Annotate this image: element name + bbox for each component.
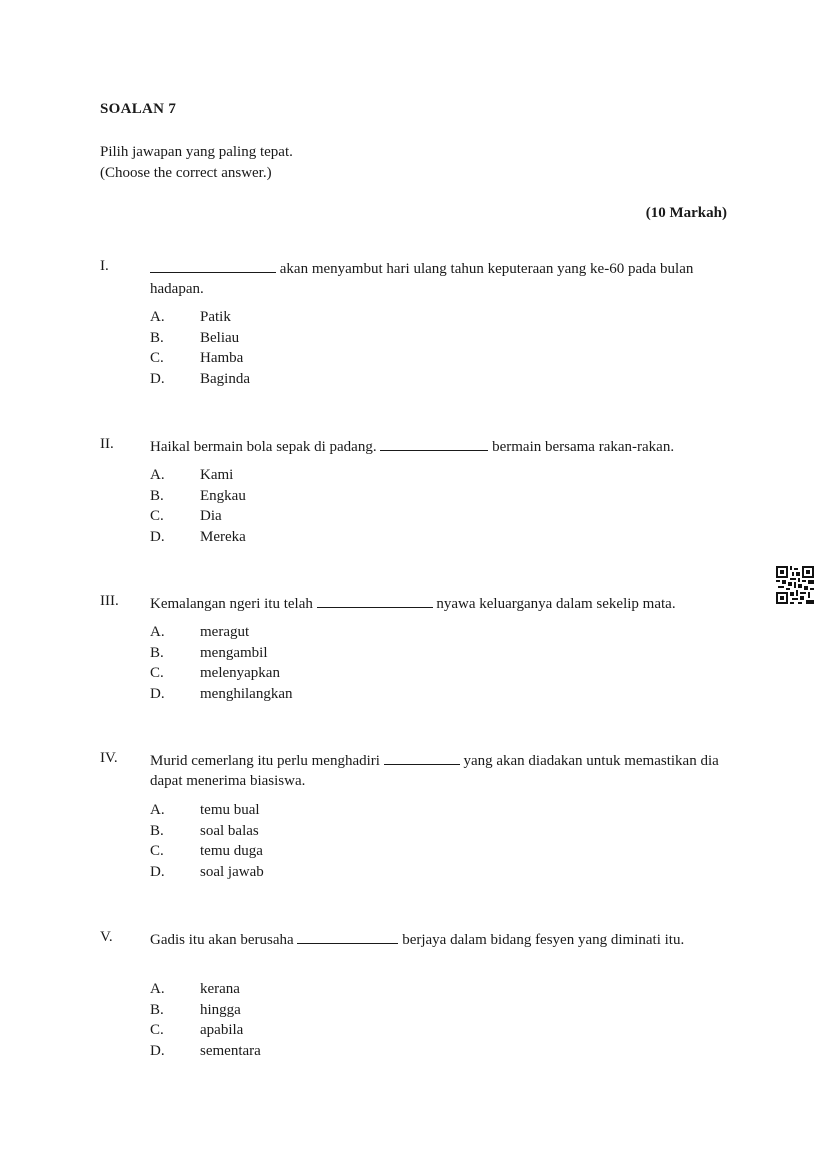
option-text: kerana <box>200 981 240 997</box>
question-text-after: bermain bersama rakan-rakan. <box>488 439 675 455</box>
option-letter: A. <box>150 802 165 818</box>
option-letter: D. <box>150 371 165 388</box>
option-text: Mereka <box>200 529 246 546</box>
option-text: meragut <box>200 624 250 640</box>
question-text <box>150 593 730 614</box>
option-d[interactable] <box>150 1041 450 1062</box>
option-d[interactable] <box>150 369 450 390</box>
page-title: SOALAN 7 <box>100 101 177 117</box>
question-text <box>150 929 730 950</box>
instruction-english: (Choose the correct answer.) <box>100 165 272 181</box>
option-text: mengambil <box>200 644 268 661</box>
option-a[interactable] <box>150 622 450 643</box>
option-letter: C. <box>150 508 164 525</box>
option-letter: B. <box>150 644 164 661</box>
option-b[interactable] <box>150 328 450 349</box>
question-number: II. <box>100 436 114 452</box>
option-letter: B. <box>150 487 164 504</box>
answer-blank <box>297 929 398 944</box>
option-a[interactable] <box>150 800 450 821</box>
question-text <box>150 258 730 299</box>
option-text: Beliau <box>200 329 240 346</box>
option-text: hingga <box>200 1001 241 1018</box>
option-letter: C. <box>150 350 164 367</box>
option-letter: C. <box>150 1022 164 1039</box>
question-number: V. <box>100 929 113 945</box>
question-text-before: Murid cemerlang itu perlu menghadiri <box>150 753 384 769</box>
qr-code-icon <box>776 566 814 604</box>
option-letter: D. <box>150 686 165 703</box>
option-text: soal balas <box>200 822 259 839</box>
question-text-before: Kemalangan ngeri itu telah <box>150 596 317 612</box>
option-c[interactable] <box>150 841 450 862</box>
option-d[interactable] <box>150 684 450 705</box>
option-b[interactable] <box>150 821 450 842</box>
option-letter: D. <box>150 864 165 881</box>
option-letter: A. <box>150 309 165 325</box>
option-text: Hamba <box>200 350 244 367</box>
option-letter: B. <box>150 329 164 346</box>
option-letter: C. <box>150 843 164 860</box>
question-text-before: Gadis itu akan berusaha <box>150 932 298 948</box>
option-letter: A. <box>150 467 165 483</box>
answer-blank <box>380 436 488 451</box>
answer-blank <box>150 258 276 273</box>
answer-blank <box>317 593 433 608</box>
question-text-after: nyawa keluarganya dalam sekelip mata. <box>432 596 676 612</box>
option-d[interactable] <box>150 862 450 883</box>
option-a[interactable] <box>150 979 450 1000</box>
question-text-after: akan menyambut hari ulang tahun keputeraan yang ke-60 pada bulan hadapan. <box>150 261 694 297</box>
option-text: Patik <box>200 309 231 325</box>
options-list <box>150 307 450 390</box>
option-text: apabila <box>200 1022 244 1039</box>
option-d[interactable] <box>150 527 450 548</box>
option-text: melenyapkan <box>200 665 280 682</box>
option-text: Engkau <box>200 487 246 504</box>
option-b[interactable] <box>150 1000 450 1021</box>
question-number: IV. <box>100 750 118 766</box>
option-text: soal jawab <box>200 864 264 881</box>
option-text: Dia <box>200 508 222 525</box>
question-text-before: Haikal bermain bola sepak di padang. <box>150 439 381 455</box>
option-a[interactable] <box>150 307 450 328</box>
options-list <box>150 800 450 883</box>
options-list <box>150 622 450 705</box>
question-text <box>150 750 730 791</box>
option-letter: B. <box>150 1001 164 1018</box>
question-text-after: yang akan diadakan untuk memastikan dia dapat menerima biasiswa. <box>150 753 719 789</box>
option-c[interactable] <box>150 506 450 527</box>
marks-label: (10 Markah) <box>645 205 727 221</box>
question-text <box>150 436 730 457</box>
option-c[interactable] <box>150 1020 450 1041</box>
options-list <box>150 465 450 548</box>
question-number: III. <box>100 593 119 609</box>
option-letter: A. <box>150 624 165 640</box>
answer-blank <box>384 750 460 765</box>
option-b[interactable] <box>150 643 450 664</box>
option-letter: B. <box>150 822 164 839</box>
instruction-malay: Pilih jawapan yang paling tepat. <box>100 144 293 160</box>
question-number: I. <box>100 258 109 274</box>
option-text: sementara <box>200 1043 261 1060</box>
option-text: Kami <box>200 467 234 483</box>
option-a[interactable] <box>150 465 450 486</box>
option-text: temu duga <box>200 843 263 860</box>
options-list <box>150 979 450 1062</box>
question-text-after: berjaya dalam bidang fesyen yang diminati itu. <box>398 932 685 948</box>
option-text: Baginda <box>200 371 250 388</box>
option-text: temu bual <box>200 802 260 818</box>
option-letter: D. <box>150 529 165 546</box>
option-text: menghilangkan <box>200 686 293 703</box>
option-b[interactable] <box>150 486 450 507</box>
option-letter: D. <box>150 1043 165 1060</box>
instructions <box>100 142 293 184</box>
option-letter: A. <box>150 981 165 997</box>
option-c[interactable] <box>150 348 450 369</box>
option-c[interactable] <box>150 663 450 684</box>
option-letter: C. <box>150 665 164 682</box>
